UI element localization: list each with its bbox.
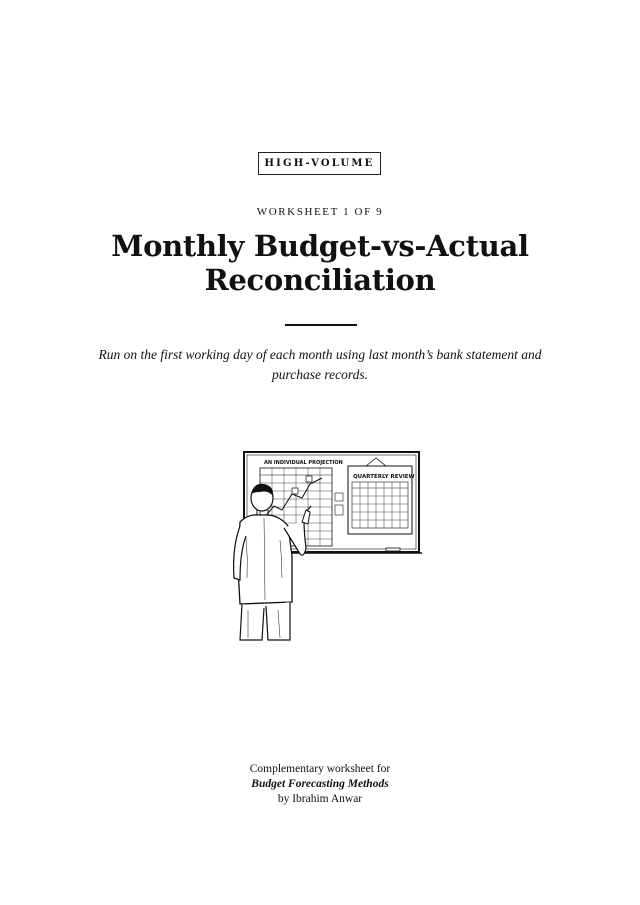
author-line: by Ibrahim Anwar [277, 793, 363, 805]
footer-intro: Complementary worksheet for [249, 763, 391, 775]
footer-credit [0, 762, 640, 807]
page-title: Monthly Budget-vs-Actual Reconciliation [111, 229, 529, 297]
quarterly-calendar [348, 458, 415, 534]
worksheet-number: WORKSHEET 1 OF 9 [256, 206, 384, 218]
whiteboard-illustration [218, 448, 428, 644]
book-title: Budget Forecasting Methods [251, 778, 389, 790]
left-board-title: AN INDIVIDUAL PROJECTION [264, 460, 343, 466]
title-divider [285, 324, 357, 326]
page-subtitle: Run on the first working day of each month using last month’s bank statement and purchase records. [98, 347, 542, 382]
category-badge: HIGH-VOLUME [258, 152, 381, 175]
right-board-title: QUARTERLY REVIEW [353, 474, 415, 480]
